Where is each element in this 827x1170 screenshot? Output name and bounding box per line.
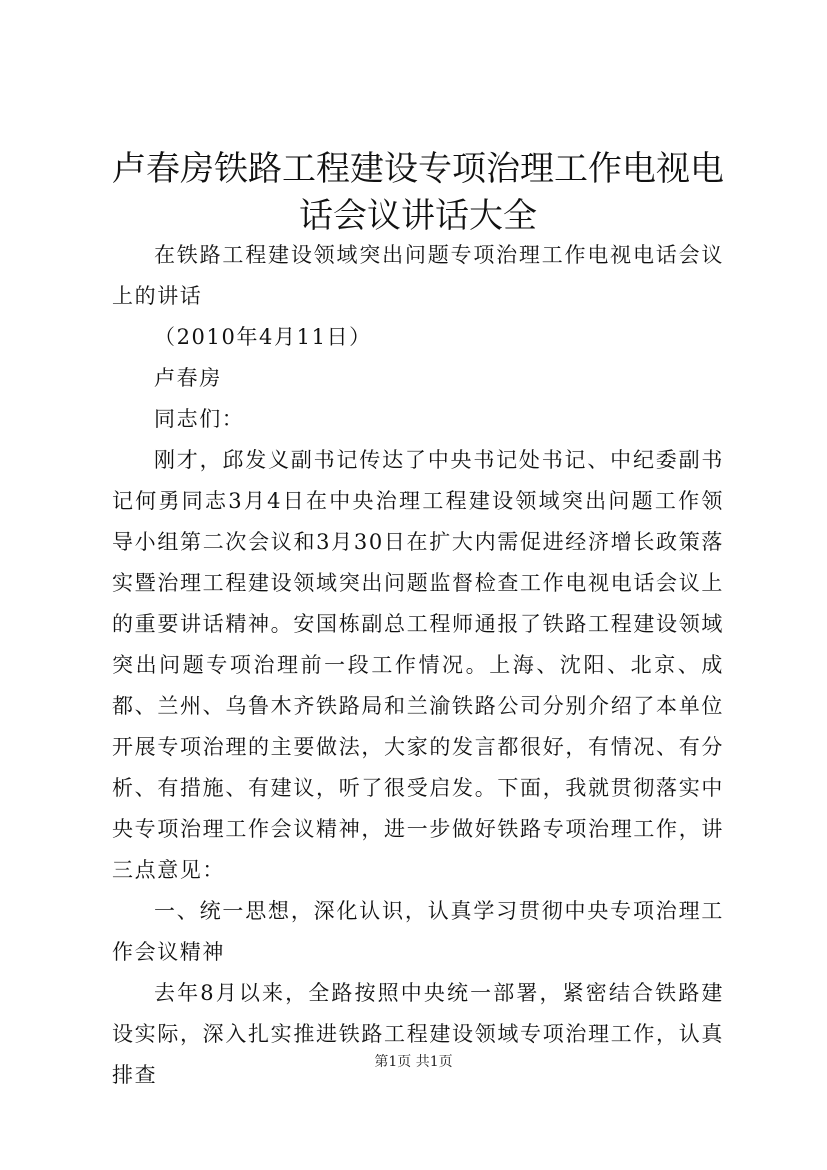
page-footer: 第1页 共1页 [374,1054,453,1070]
body-paragraph: 去年8月以来，全路按照中央统一部署，紧密结合铁路建设实际，深入扎实推进铁路工程建设领域专项治理工作，认真排查 [112,981,724,1087]
speech-heading: 在铁路工程建设领域突出问题专项治理工作电视电话会议上的讲话 [112,243,724,308]
speech-date: （2010年4月11日） [154,325,372,349]
document-body [112,235,724,1096]
document-title: 卢春房铁路工程建设专项治理工作电视电话会议讲话大全 [112,149,724,236]
section-heading: 一、统一思想，深化认识，认真学习贯彻中央专项治理工作会议精神 [112,899,724,964]
salutation: 同志们： [154,407,245,431]
body-paragraph: 刚才，邱发义副书记传达了中央书记处书记、中纪委副书记何勇同志3月4日在中央治理工程建设领域突出问题工作领导小组第二次会议和3月30日在扩大内需促进经济增长政策落实暨治理工程建设领域突出问题监督检查工作电视电话会议上的重要讲话精神。安国栋副总工程师通报了铁路工程建设领域突出问题专项治理前一段工作情况。上海、沈阳、北京、成都、兰州、乌鲁木齐铁路局和兰渝铁路公司分别介绍了本单位开展专项治理的主要做法，大家的发言都很好，有情况、有分析、有措施、有建议，听了很受启发。下面，我就贯彻落实中央专项治理工作会议精神，进一步做好铁路专项治理工作，讲三点意见： [112,448,724,882]
speaker-name: 卢春房 [154,366,222,390]
